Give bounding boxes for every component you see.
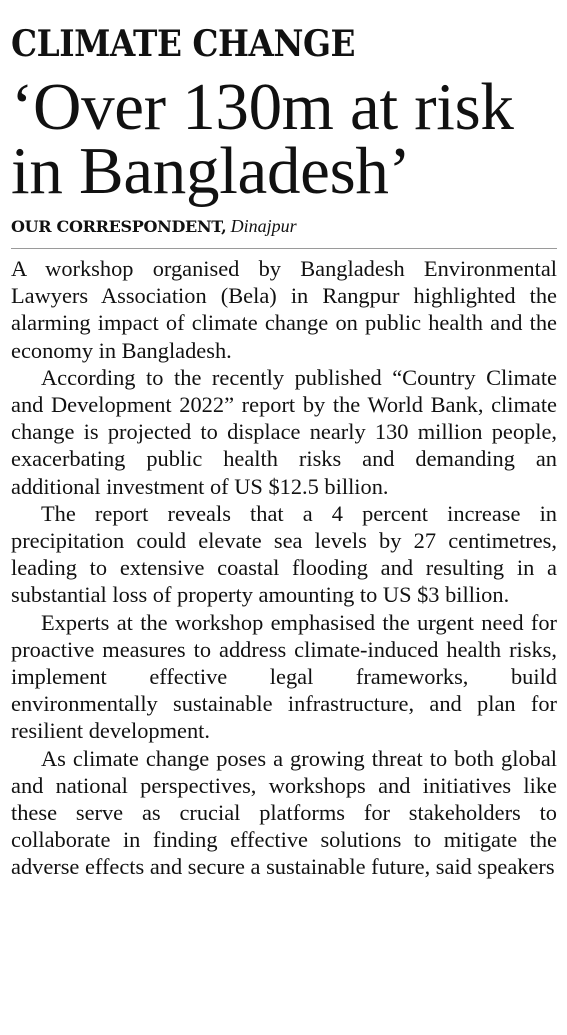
article-body	[11, 255, 557, 881]
byline-place: Dinajpur	[230, 216, 297, 236]
paragraph-4: Experts at the workshop emphasised the urgent need for proactive measures to address climate-induced health risks, implement effective legal frameworks, build environmentally sustainable infrastructure, and plan for resilient development.	[11, 609, 557, 744]
section-kicker: CLIMATE CHANGE	[11, 23, 356, 65]
paragraph-2: According to the recently published “Country Climate and Development 2022” report by the World Bank, climate change is projected to displace nearly 130 million people, exacerbating public health risks and demanding an additional investment of US $12.5 billion.	[11, 364, 557, 499]
byline-author: OUR CORRESPONDENT,	[11, 217, 227, 236]
news-article	[11, 0, 557, 881]
paragraph-3: The report reveals that a 4 percent increase in precipitation could elevate sea levels by 27 centimetres, leading to extensive coastal flooding and resulting in a substantial loss of property amounting to US $3 billion.	[11, 500, 557, 608]
paragraph-1: A workshop organised by Bangladesh Environmental Lawyers Association (Bela) in Rangpur highlighted the alarming impact of climate change on public health and the economy in Bangladesh.	[11, 256, 557, 363]
paragraph-5: As climate change poses a growing threat to both global and national perspectives, workshops and initiatives like these serve as crucial platforms for stakeholders to collaborate in finding effective solutions to mitigate the adverse effects and secure a sustainable future, said speakers	[11, 745, 557, 880]
byline-divider	[11, 248, 557, 249]
headline: ‘Over 130m at risk in Bangladesh’	[11, 70, 514, 208]
byline	[11, 215, 557, 238]
